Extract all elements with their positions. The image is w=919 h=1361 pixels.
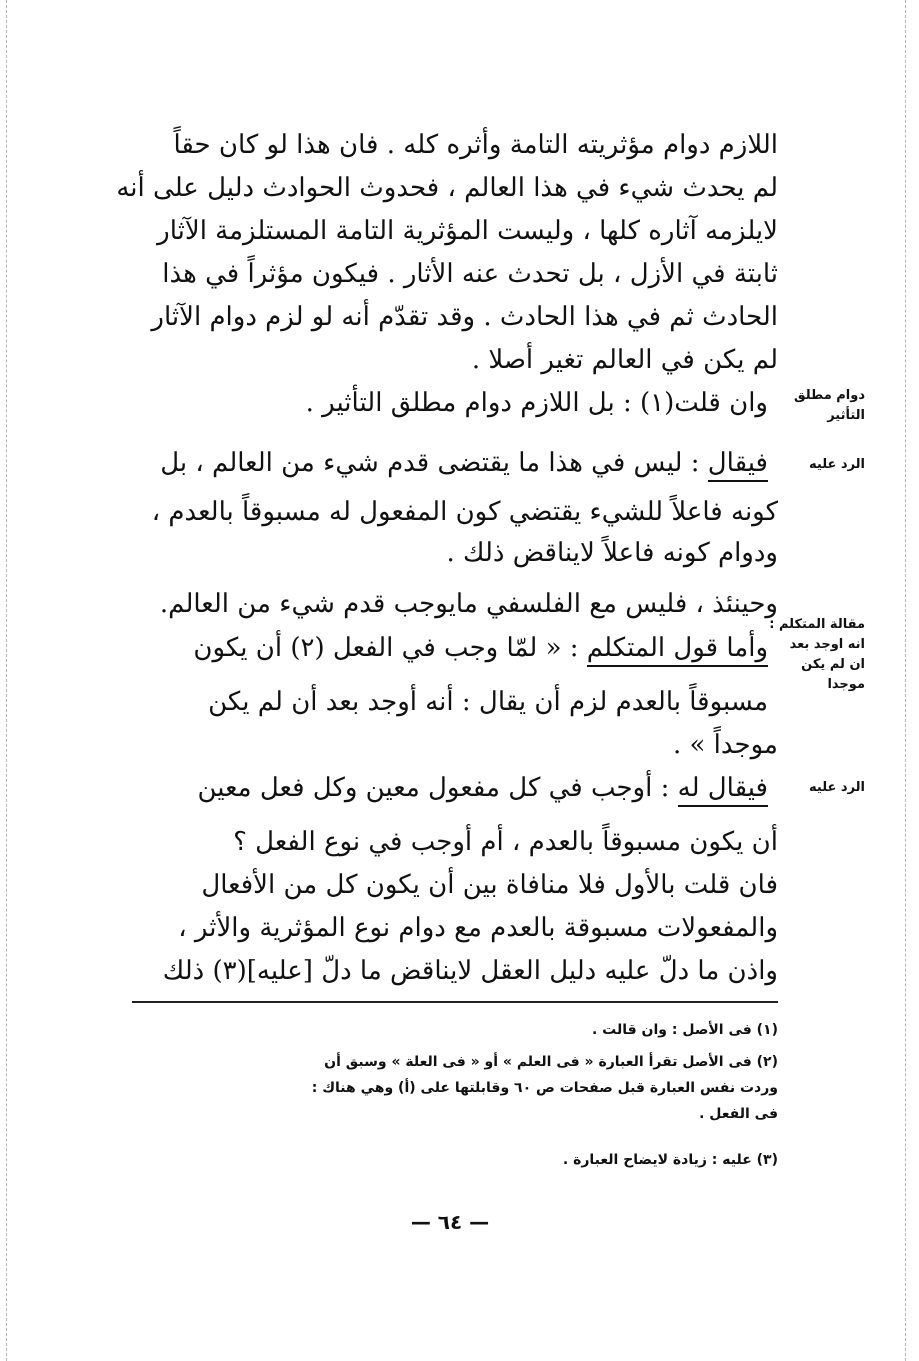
margin-note-mutakallim: مقالة المتكلم : انه اوجد بعد ان لم يكن موجدا	[769, 617, 865, 692]
margin-note-reply-2: الرد عليه	[809, 780, 865, 795]
footnote-2: (٢) فى الأصل تقرأ العبارة « فى العلم » أو « فى العلة » وسبق أن	[324, 1054, 778, 1070]
reply-2-lead: فيقال له	[678, 773, 768, 807]
footnote-2-cont: فى الفعل .	[699, 1106, 778, 1122]
body-line: موجداً » .	[672, 730, 778, 760]
reply-2-line-rest: : أوجب في كل مفعول معين وكل فعل معين	[197, 773, 678, 803]
body-line: اللازم دوام مؤثريته التامة وأثره كله . فان هذا لو كان حقاً	[173, 130, 778, 160]
body-line: أن يكون مسبوقاً بالعدم ، أم أوجب في نوع الفعل ؟	[233, 827, 778, 857]
body-line: لايلزمه آثاره كلها ، وليست المؤثرية التامة المستلزمة الآثار	[157, 216, 778, 246]
footnote-1: (١) فى الأصل : وان قالت .	[591, 1022, 778, 1038]
margin-note-continuous-effect: دوام مطلق التأثير	[794, 388, 865, 423]
body-line: واذن ما دلّ عليه دليل العقل لايناقض ما دلّ [عليه](٣) ذلك	[162, 956, 778, 986]
mutakallim-line-rest: : « لمّا وجب في الفعل (٢) أن يكون	[193, 633, 587, 663]
body-line: وحينئذ ، فليس مع الفلسفي مايوجب قدم شيء من العالم.	[159, 589, 778, 619]
body-line: والمفعولات مسبوقة بالعدم مع دوام نوع المؤثرية والأثر ،	[178, 913, 778, 943]
mutakallim-lead: وأما قول المتكلم	[587, 633, 768, 667]
mutakallim-first-line	[78, 632, 768, 672]
body-line: لم يحدث شيء في هذا العالم ، فحدوث الحوادث دليل على أنه	[116, 173, 778, 203]
body-line: كونه فاعلاً للشيء يقتضي كون المفعول له مسبوقاً بالعدم ،	[151, 497, 778, 527]
body-line: مسبوقاً بالعدم لزم أن يقال : أنه أوجد بعد أن لم يكن	[208, 687, 768, 717]
objection-line: وان قلت(١) : بل اللازم دوام مطلق التأثير .	[305, 388, 768, 418]
reply-2-first-line	[78, 772, 768, 812]
body-line: لم يكن في العالم تغير أصلا .	[471, 345, 778, 375]
reply-first-line	[78, 447, 768, 487]
footnote-2-cont: وردت نفس العبارة قبل صفحات ص ٦٠ وقابلتها على (أ) وهي هناك :	[311, 1080, 778, 1096]
reply-line-rest: : ليس في هذا ما يقتضى قدم شيء من العالم ، بل	[160, 448, 708, 478]
footnote-3: (٣) عليه : زيادة لايضاح العبارة .	[562, 1152, 778, 1168]
scan-edge-right	[905, 0, 906, 1361]
margin-note-reply: الرد عليه	[809, 457, 865, 472]
scan-edge-left	[6, 0, 7, 1361]
body-line: فان قلت بالأول فلا منافاة بين أن يكون كل من الأفعال	[201, 870, 778, 900]
body-line: ودوام كونه فاعلاً لايناقض ذلك .	[446, 538, 778, 568]
body-line: الحادث ثم في هذا الحادث . وقد تقدّم أنه لو لزم دوام الآثار	[151, 302, 778, 332]
reply-lead: فيقال	[708, 448, 768, 482]
body-line: ثابتة في الأزل ، بل تحدث عنه الأثار . فيكون مؤثراً في هذا	[162, 259, 778, 289]
page-number: — ٦٤ —	[410, 1210, 490, 1234]
footnote-divider	[132, 1001, 778, 1003]
